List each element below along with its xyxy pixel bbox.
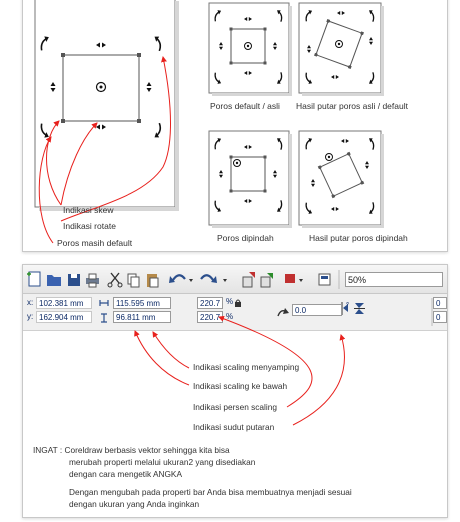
height-field[interactable]: 96.811 mm (113, 311, 171, 323)
big-page (35, 0, 175, 207)
scale-x-field[interactable]: 220.7 (197, 297, 223, 309)
small-page-2 (299, 3, 381, 93)
x-label: x: (27, 298, 34, 307)
x-position-field[interactable]: 102.381 mm (36, 297, 92, 309)
annotation-scaling-ke-bawah: Indikasi scaling ke bawah (193, 381, 288, 391)
note-line-2: merubah properti melalui ukuran2 yang disediakan (69, 457, 256, 467)
rotation-illustration (23, 0, 447, 255)
caption-poros-dipindah: Poros dipindah (217, 233, 274, 243)
property-bar-panel (22, 264, 448, 518)
zoom-level-field[interactable]: 50% (345, 272, 443, 287)
width-field[interactable]: 115.595 mm (113, 297, 171, 309)
scale-y-field[interactable]: 220.7 (197, 311, 223, 323)
y-position-field[interactable]: 162.904 mm (36, 311, 92, 323)
small-page-4 (299, 131, 381, 225)
caption-poros-default: Poros default / asli (210, 101, 280, 111)
caption-hasil-putar-default: Hasil putar poros asli / default (296, 101, 408, 111)
rotation-angle-field[interactable]: 0.0 (292, 304, 342, 316)
note-line-1: INGAT : Coreldraw berbasis vektor sehingga kita bisa (33, 445, 230, 455)
note-line-5: dengan ukuran yang Anda inginkan (69, 499, 200, 509)
annotation-rotate: Indikasi rotate (63, 221, 116, 231)
y-label: y: (27, 312, 34, 321)
annotation-scaling-menyamping: Indikasi scaling menyamping (193, 362, 300, 372)
right-field-2[interactable]: 0 (433, 311, 447, 323)
annotation-poros: Poros masih default (57, 238, 133, 248)
caption-hasil-putar-dipindah: Hasil putar poros dipindah (309, 233, 408, 243)
note-line-4: Dengan mengubah pada properti bar Anda bisa membuatnya menjadi sesuai (69, 487, 352, 497)
degree-label: ° (346, 301, 350, 310)
right-field-1[interactable]: 0 (433, 297, 447, 309)
percent-label-y: % (226, 312, 234, 321)
rotation-illustration-panel (22, 0, 448, 252)
note-line-3: dengan cara mengetik ANGKA (69, 469, 182, 479)
percent-label-x: % (226, 297, 234, 306)
annotation-skew: Indikasi skew (63, 205, 114, 215)
annotation-sudut-putaran: Indikasi sudut putaran (193, 422, 275, 432)
annotation-persen-scaling: Indikasi persen scaling (193, 402, 277, 412)
